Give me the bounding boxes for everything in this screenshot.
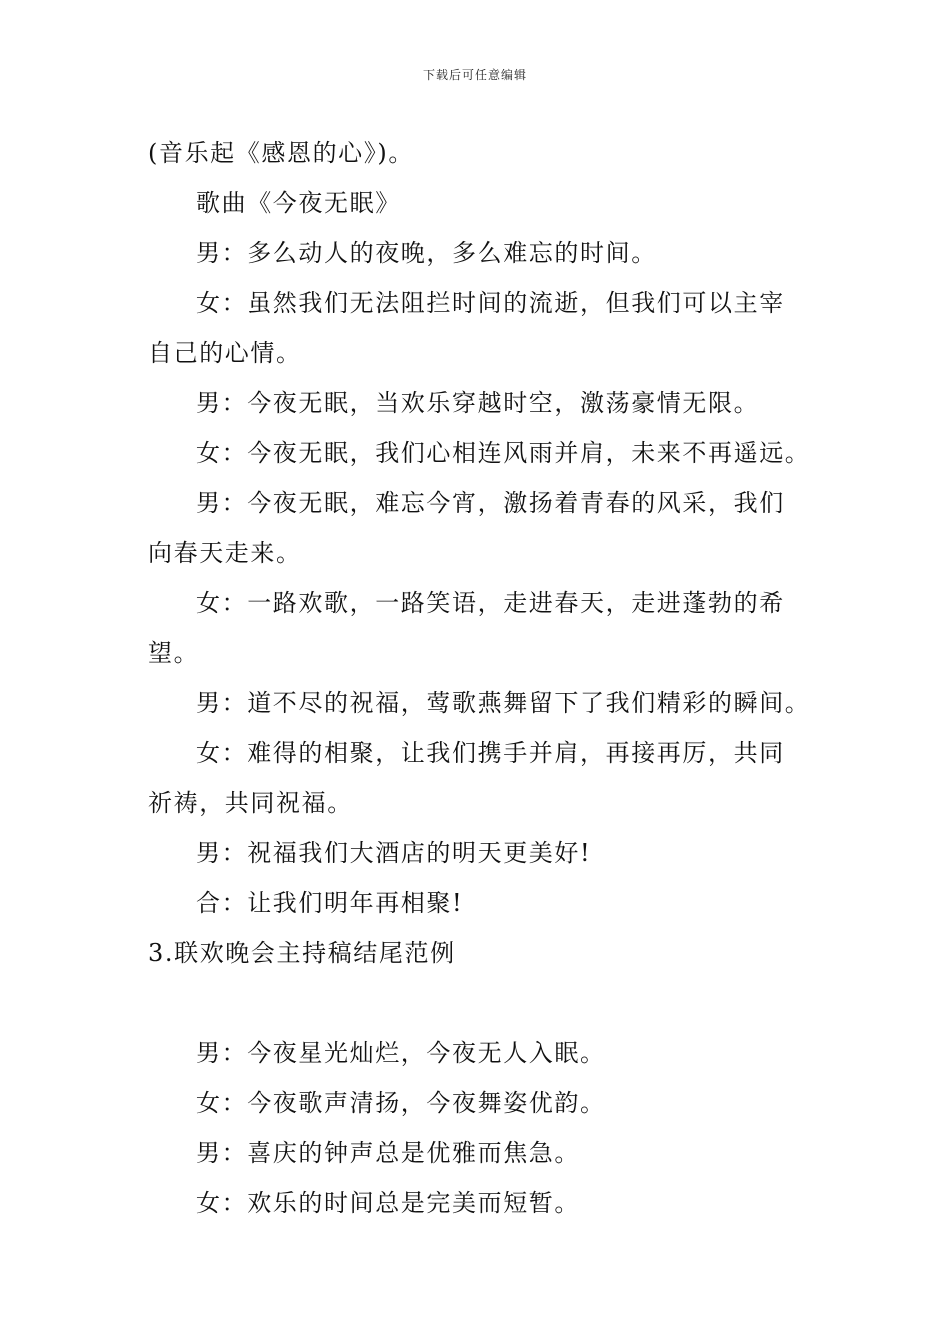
blank-line [148,978,810,1028]
song-title-line: 歌曲《今夜无眠》 [196,189,401,217]
dialogue-continuation: 祈祷，共同祝福。 [148,789,353,817]
paragraph-line: (音乐起《感恩的心》)。 [148,139,414,167]
dialogue-line: 女：今夜歌声清扬，今夜舞姿优韵。 [196,1089,606,1117]
dialogue-line: 女：今夜无眠，我们心相连风雨并肩，未来不再遥远。 [196,439,811,467]
dialogue-line: 合：让我们明年再相聚! [196,889,464,917]
dialogue-continuation: 望。 [148,639,200,667]
dialogue-line: 女：虽然我们无法阻拦时间的流逝，但我们可以主宰 [196,289,785,317]
section-heading: 3.联欢晚会主持稿结尾范例 [148,939,456,967]
page-header: 下载后可任意编辑 [422,68,527,82]
dialogue-line: 女：欢乐的时间总是完美而短暂。 [196,1189,580,1217]
dialogue-continuation: 自己的心情。 [148,339,302,367]
dialogue-line: 男：今夜无眠，难忘今宵，激扬着青春的风采，我们 [196,489,785,517]
document-body [148,128,810,1228]
dialogue-line: 男：今夜无眠，当欢乐穿越时空，激荡豪情无限。 [196,389,760,417]
dialogue-line: 女：难得的相聚，让我们携手并肩，再接再厉，共同 [196,739,785,767]
dialogue-continuation: 向春天走来。 [148,539,302,567]
dialogue-line: 男：多么动人的夜晚，多么难忘的时间。 [196,239,657,267]
dialogue-line: 男：道不尽的祝福，莺歌燕舞留下了我们精彩的瞬间。 [196,689,811,717]
dialogue-line: 男：喜庆的钟声总是优雅而焦急。 [196,1139,580,1167]
dialogue-line: 男：祝福我们大酒店的明天更美好! [196,839,592,867]
dialogue-line: 男：今夜星光灿烂，今夜无人入眠。 [196,1039,606,1067]
dialogue-line: 女：一路欢歌，一路笑语，走进春天，走进蓬勃的希 [196,589,785,617]
